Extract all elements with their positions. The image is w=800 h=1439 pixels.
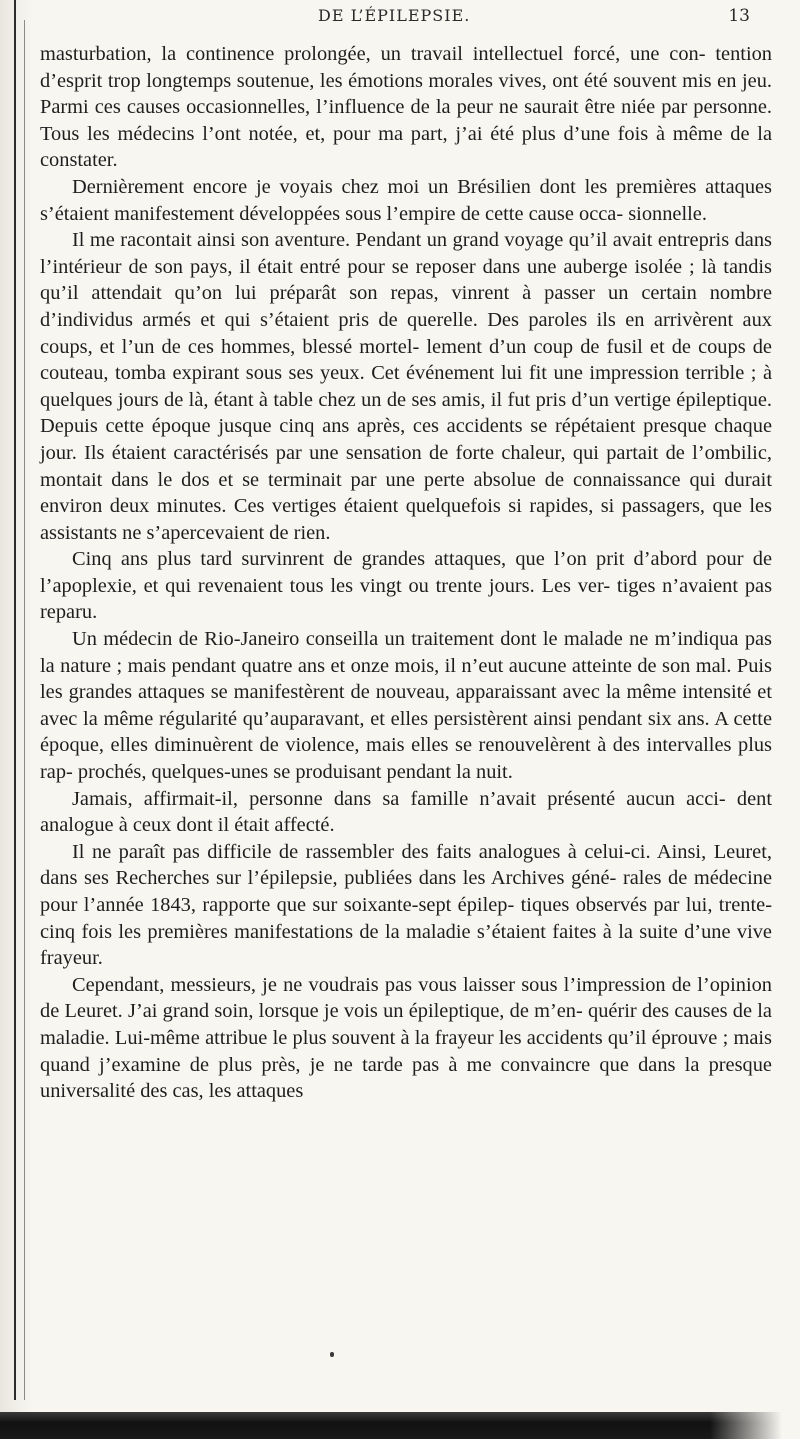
binding-edge-line-secondary: [24, 20, 25, 1400]
paragraph-8: Cependant, messieurs, je ne voudrais pas vous laisser sous l’impression de l’opinion de Leuret. J’ai grand soin, lorsque je vois un épileptique, de m’en- quérir des causes de la maladie. Lui-même attribue le plus souvent à la frayeur les accidents qu’il éprouve ; mais quand j’examine de plus près, je ne tarde pas à me convaincre que dans la presque universalité des cas, les attaques: [40, 973, 772, 1103]
paragraph-4: Cinq ans plus tard survinrent de grandes attaques, que l’on prit d’abord pour de l’apoplexie, et qui revenaient tous les vingt ou trente jours. Les ver- tiges n’avaient pas reparu.: [40, 548, 772, 624]
body-text: [40, 41, 772, 1105]
binding-gutter: [0, 0, 34, 1439]
paragraph-1: masturbation, la continence prolongée, un travail intellectuel forcé, une con- tention d’esprit trop longtemps soutenue, les émotions morales vives, ont été souvent mis en jeu. Parmi ces causes occasionnelles, l’influence de la peur ne saurait être niée par personne. Tous les médecins l’ont notée, et, pour ma part, j’ai été plus d’une fois à même de la constater.: [40, 43, 772, 172]
print-speck: [330, 1352, 334, 1357]
paragraph-2: Dernièrement encore je voyais chez moi un Brésilien dont les premières attaques s’étaient manifestement développées sous l’empire de cette cause occa- sionnelle.: [40, 175, 772, 225]
paragraph-5: Un médecin de Rio-Janeiro conseilla un traitement dont le malade ne m’indiqua pas la nature ; mais pendant quatre ans et onze mois, il n’eut aucune atteinte de son mal. Puis les grandes attaques se manifestèrent de nouveau, apparaissant avec la même intensité et avec la même régularité qu’auparavant, et elles persistèrent ainsi pendant six ans. A cette époque, elles diminuèrent de violence, mais elles se renouvelèrent à des intervalles plus rap- prochés, quelques-unes se produisant pendant la nuit.: [40, 628, 772, 784]
paragraph-7: Il ne paraît pas difficile de rassembler des faits analogues à celui-ci. Ainsi, Leuret, dans ses Recherches sur l’épilepsie, publiées dans les Archives géné- rales de médecine pour l’année 1843, rapporte que sur soixante-sept épilep- tiques observés par lui, trente-cinq fois les premières manifestations de la maladie s’étaient faites à la suite d’une vive frayeur.: [40, 840, 772, 970]
running-head: [0, 6, 800, 34]
page-bottom-shadow: [0, 1412, 800, 1439]
paragraph-3: Il me racontait ainsi son aventure. Pendant un grand voyage qu’il avait entrepris dans l’intérieur de son pays, il était entré pour se reposer dans une auberge isolée ; là tandis qu’il attendait qu’on lui préparât son repas, vinrent à passer un certain nombre d’individus armés et qui s’étaient pris de querelle. Des paroles ils en arrivèrent aux coups, et l’un de ces hommes, blessé mortel- lement d’un coup de fusil et de coups de couteau, tomba expirant sous ses yeux. Cet événement lui fit une impression terrible ; à quelques jours de là, étant à table chez un de ses amis, il fut pris d’un vertige épileptique. Depuis cette époque jusque cinq ans après, ces accidents se répétaient presque chaque jour. Ils étaient caractérisés par une sensation de forte chaleur, qui partait de l’ombilic, montait dans le dos et se terminait par une perte absolue de connaissance qui durait environ deux minutes. Ces vertiges étaient quelquefois si rapides, si passagers, que les assistants ne s’apercevaient de rien.: [40, 229, 772, 544]
paragraph-6: Jamais, affirmait-il, personne dans sa famille n’avait présenté aucun acci- dent analogue à ceux dont il était affecté.: [40, 787, 772, 837]
page-number: 13: [728, 6, 750, 26]
running-title: DE L’ÉPILEPSIE.: [318, 6, 471, 25]
binding-edge-line: [14, 0, 16, 1400]
page-bottom-shadow-fade: [710, 1412, 800, 1439]
